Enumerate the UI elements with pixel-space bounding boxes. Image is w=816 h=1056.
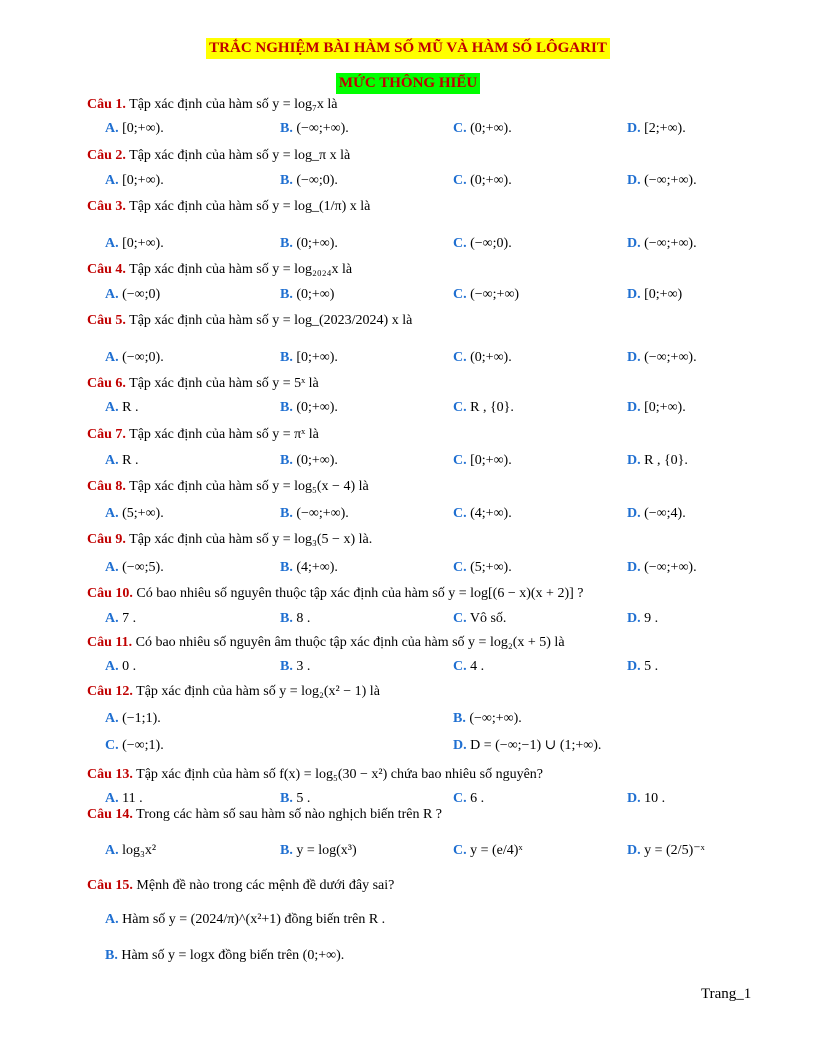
- title-banner: [0, 38, 816, 59]
- question-6: Câu 6. Tập xác định của hàm số y = 5ˣ là: [87, 376, 319, 391]
- option-d: D. 5 .: [627, 659, 659, 674]
- question-11: Câu 11. Có bao nhiêu số nguyên âm thuộc tập xác định của hàm số y = log₂(x + 5) là: [87, 635, 565, 650]
- option-a: A. (−∞;0).: [105, 350, 164, 365]
- option-c: C. 4 .: [453, 659, 485, 674]
- option-b: B. (−∞;0).: [280, 173, 338, 188]
- option-a: A. R .: [105, 400, 139, 415]
- question-3: Câu 3. Tập xác định của hàm số y = log_(1/π) x là: [87, 199, 371, 214]
- options-row-3: [0, 234, 816, 254]
- option-d: D. R , {0}.: [627, 453, 688, 468]
- options-row-9: [0, 558, 816, 578]
- options-row-12a: [0, 709, 816, 729]
- option-d: D. (−∞;+∞).: [627, 560, 697, 575]
- option-c: C. 6 .: [453, 791, 485, 806]
- option-a: A. 11 .: [105, 791, 143, 806]
- option-b: B. (4;+∞).: [280, 560, 338, 575]
- option-d: D. D = (−∞;−1) ∪ (1;+∞).: [453, 738, 602, 753]
- options-row-7: [0, 451, 816, 471]
- options-row-15b: [0, 946, 816, 966]
- question-10: Câu 10. Có bao nhiêu số nguyên thuộc tập xác định của hàm số y = log[(6 − x)(x + 2)] ?: [87, 586, 584, 601]
- question-5: Câu 5. Tập xác định của hàm số y = log_(2023/2024) x là: [87, 313, 413, 328]
- options-row-6: [0, 398, 816, 418]
- option-d: D. 10 .: [627, 791, 666, 806]
- option-a: A. (−1;1).: [105, 711, 161, 726]
- option-a: A. (−∞;0): [105, 287, 161, 302]
- option-b: B. Hàm số y = logx đồng biến trên (0;+∞).: [105, 948, 345, 963]
- options-row-10: [0, 609, 816, 629]
- option-b: B. 5 .: [280, 791, 311, 806]
- option-b: B. y = log(x³): [280, 843, 357, 858]
- option-c: C. (0;+∞).: [453, 121, 512, 136]
- option-a: A. [0;+∞).: [105, 121, 164, 136]
- option-b: B. (−∞;+∞).: [453, 711, 522, 726]
- question-label: Câu 1.: [87, 97, 126, 112]
- option-d: D. (−∞;4).: [627, 506, 686, 521]
- options-row-2: [0, 171, 816, 191]
- question-9: Câu 9. Tập xác định của hàm số y = log₃(5 − x) là.: [87, 532, 373, 547]
- option-b: B. (0;+∞).: [280, 453, 338, 468]
- document-subtitle: MỨC THÔNG HIỂU: [336, 73, 480, 94]
- question-8: Câu 8. Tập xác định của hàm số y = log₅(x − 4) là: [87, 479, 369, 494]
- option-c: C. (−∞;1).: [105, 738, 164, 753]
- options-row-11: [0, 657, 816, 677]
- option-b: B. (0;+∞).: [280, 236, 338, 251]
- option-d: D. [2;+∞).: [627, 121, 686, 136]
- question-2: Câu 2. Tập xác định của hàm số y = log_π x là: [87, 148, 351, 163]
- option-a: A. (−∞;5).: [105, 560, 164, 575]
- option-d: D. (−∞;+∞).: [627, 236, 697, 251]
- question-14: Câu 14. Trong các hàm số sau hàm số nào nghịch biến trên R ?: [87, 807, 443, 822]
- option-c: C. R , {0}.: [453, 400, 514, 415]
- subtitle-banner: [0, 73, 816, 94]
- options-row-1: [0, 119, 816, 139]
- option-d: D. y = (2/5)⁻ˣ: [627, 843, 705, 858]
- question-7: Câu 7. Tập xác định của hàm số y = πˣ là: [87, 427, 319, 442]
- question-4: Câu 4. Tập xác định của hàm số y = log₂₀₂₄x là: [87, 262, 353, 277]
- option-c: C. [0;+∞).: [453, 453, 512, 468]
- option-c: C. (0;+∞).: [453, 350, 512, 365]
- option-d: D. [0;+∞): [627, 287, 683, 302]
- option-a: A. [0;+∞).: [105, 173, 164, 188]
- option-d: D. (−∞;+∞).: [627, 350, 697, 365]
- options-row-12b: [0, 736, 816, 756]
- option-c: C. Vô số.: [453, 611, 507, 626]
- option-c: C. (5;+∞).: [453, 560, 512, 575]
- option-b: B. 3 .: [280, 659, 311, 674]
- option-d: D. [0;+∞).: [627, 400, 686, 415]
- question-1: [87, 96, 338, 114]
- option-d: D. 9 .: [627, 611, 659, 626]
- document-title: TRẮC NGHIỆM BÀI HÀM SỐ MŨ VÀ HÀM SỐ LÔGARIT: [206, 38, 610, 59]
- option-a: A. [0;+∞).: [105, 236, 164, 251]
- option-d: D. (−∞;+∞).: [627, 173, 697, 188]
- option-c: C. (0;+∞).: [453, 173, 512, 188]
- option-c: C. y = (e/4)ˣ: [453, 843, 523, 858]
- option-b: B. (−∞;+∞).: [280, 121, 349, 136]
- option-a: A. log₃x²: [105, 843, 157, 858]
- option-b: B. 8 .: [280, 611, 311, 626]
- option-b: B. (0;+∞): [280, 287, 335, 302]
- question-15: Câu 15. Mệnh đề nào trong các mệnh đề dưới đây sai?: [87, 878, 395, 893]
- options-row-4: [0, 285, 816, 305]
- options-row-15a: [0, 900, 816, 940]
- option-a: A. 0 .: [105, 659, 137, 674]
- option-b: B. (−∞;+∞).: [280, 506, 349, 521]
- option-b: B. (0;+∞).: [280, 400, 338, 415]
- option-a: A. 7 .: [105, 611, 137, 626]
- option-a: A. R .: [105, 453, 139, 468]
- options-row-8: [0, 504, 816, 524]
- options-row-5: [0, 348, 816, 368]
- question-text: Tập xác định của hàm số y = log₇x là: [125, 97, 338, 112]
- question-13: Câu 13. Tập xác định của hàm số f(x) = log₅(30 − x²) chứa bao nhiêu số nguyên?: [87, 767, 543, 782]
- page-number: Trang_1: [701, 986, 752, 1002]
- option-a: A. Hàm số y = (2024/π)^(x²+1) đồng biến trên R .: [105, 912, 386, 927]
- option-b: B. [0;+∞).: [280, 350, 338, 365]
- option-c: C. (4;+∞).: [453, 506, 512, 521]
- option-c: C. (−∞;0).: [453, 236, 512, 251]
- question-12: Câu 12. Tập xác định của hàm số y = log₂(x² − 1) là: [87, 684, 380, 699]
- option-c: C. (−∞;+∞): [453, 287, 520, 302]
- option-a: A. (5;+∞).: [105, 506, 164, 521]
- options-row-14: [0, 831, 816, 871]
